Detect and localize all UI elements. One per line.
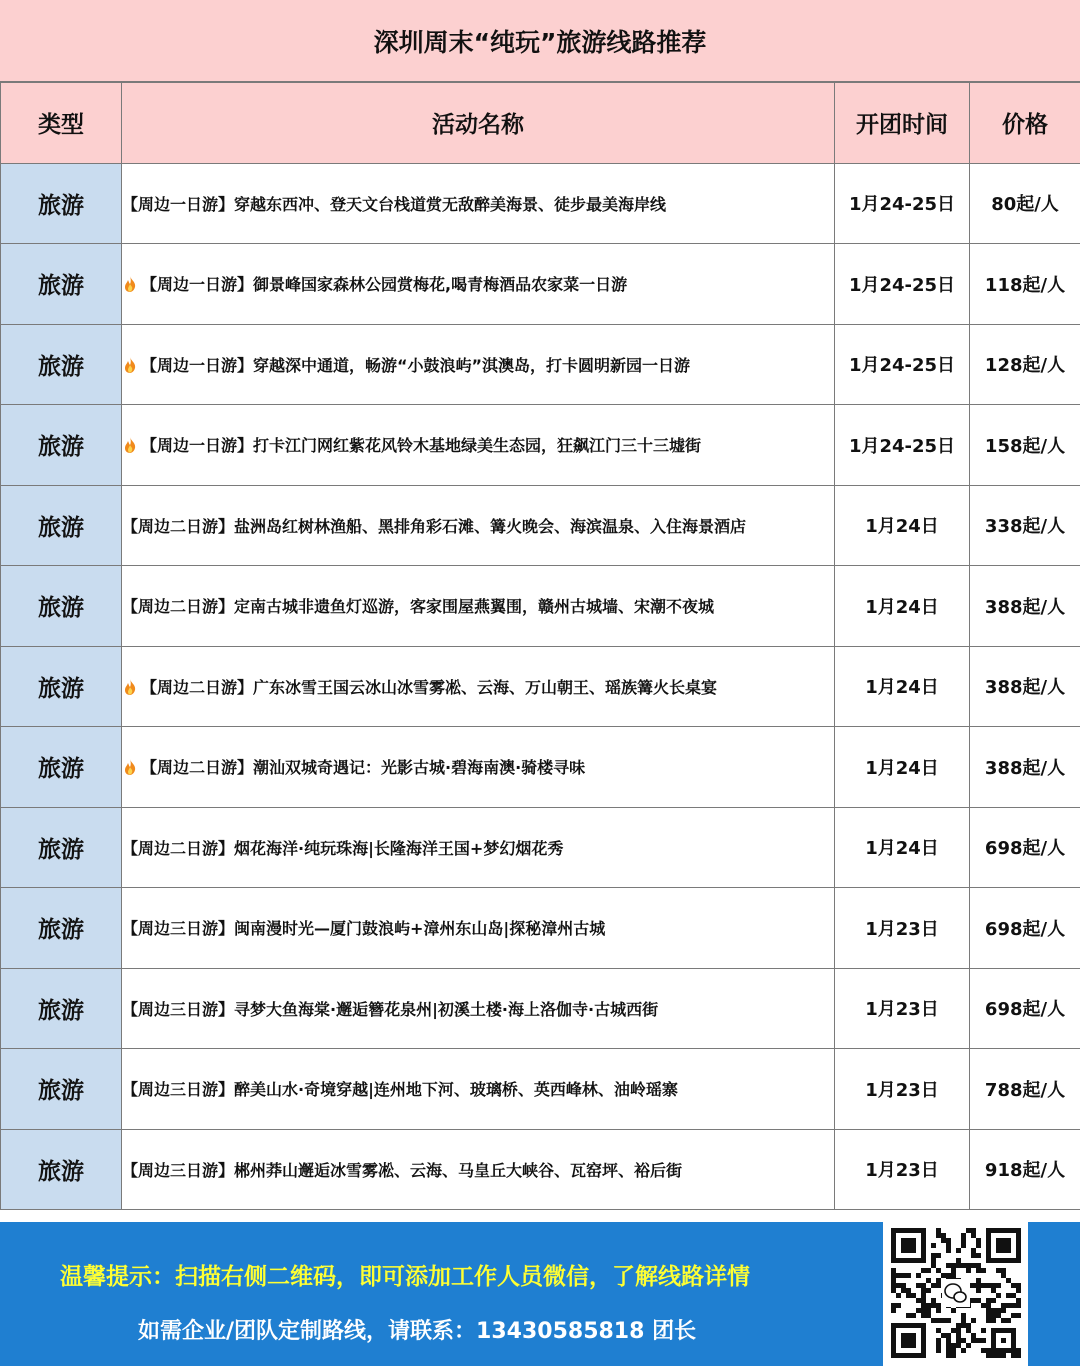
activity-name-cell[interactable] — [122, 888, 835, 969]
price-cell: 338起/人 — [970, 485, 1080, 566]
price-cell: 918起/人 — [970, 1129, 1080, 1210]
date-cell: 1月24-25日 — [835, 163, 970, 244]
activity-name: 【周边一日游】御景峰国家森林公园赏梅花,喝青梅酒品农家菜一日游 — [141, 275, 627, 294]
price-cell: 388起/人 — [970, 566, 1080, 647]
activity-name-cell[interactable] — [122, 324, 835, 405]
table-row[interactable] — [1, 968, 1080, 1049]
activity-name: 【周边一日游】穿越深中通道，畅游“小鼓浪屿”淇澳岛，打卡圆明新园一日游 — [141, 356, 690, 375]
activity-name: 【周边三日游】闽南漫时光—厦门鼓浪屿+漳州东山岛|探秘漳州古城 — [122, 919, 605, 938]
type-cell: 旅游 — [1, 1129, 122, 1210]
date-cell: 1月23日 — [835, 888, 970, 969]
price-cell: 80起/人 — [970, 163, 1080, 244]
table-row[interactable] — [1, 727, 1080, 808]
date-cell: 1月24-25日 — [835, 324, 970, 405]
price-cell: 128起/人 — [970, 324, 1080, 405]
fire-icon — [124, 759, 136, 775]
header-type: 类型 — [1, 83, 122, 164]
activity-name-cell[interactable] — [122, 405, 835, 486]
price-cell: 158起/人 — [970, 405, 1080, 486]
fire-icon — [124, 679, 136, 695]
date-cell: 1月24日 — [835, 807, 970, 888]
activity-name-cell[interactable] — [122, 1129, 835, 1210]
price-cell: 698起/人 — [970, 888, 1080, 969]
type-cell: 旅游 — [1, 1049, 122, 1130]
activity-name: 【周边三日游】寻梦大鱼海棠·邂逅簪花泉州|初溪土楼·海上洛伽寺·古城西街 — [122, 1000, 658, 1019]
price-cell: 388起/人 — [970, 646, 1080, 727]
type-cell: 旅游 — [1, 485, 122, 566]
type-cell: 旅游 — [1, 405, 122, 486]
activity-name: 【周边一日游】打卡江门网红紫花风铃木基地绿美生态园，狂飙江门三十三墟街 — [141, 436, 701, 455]
type-cell: 旅游 — [1, 968, 122, 1049]
price-cell: 698起/人 — [970, 968, 1080, 1049]
route-table — [0, 82, 1080, 1210]
price-cell: 388起/人 — [970, 727, 1080, 808]
price-cell: 788起/人 — [970, 1049, 1080, 1130]
activity-name: 【周边二日游】烟花海洋·纯玩珠海|长隆海洋王国+梦幻烟花秀 — [122, 839, 563, 858]
type-cell: 旅游 — [1, 324, 122, 405]
table-row[interactable] — [1, 163, 1080, 244]
activity-name-cell[interactable] — [122, 968, 835, 1049]
type-cell: 旅游 — [1, 888, 122, 969]
table-body — [1, 163, 1080, 1210]
activity-name: 【周边一日游】穿越东西冲、登天文台栈道赏无敌醉美海景、徒步最美海岸线 — [122, 195, 666, 214]
scan-tip: 温馨提示：扫描右侧二维码，即可添加工作人员微信，了解线路详情 — [60, 1258, 750, 1291]
type-cell: 旅游 — [1, 244, 122, 325]
header-price: 价格 — [970, 83, 1080, 164]
table-row[interactable] — [1, 1049, 1080, 1130]
table-row[interactable] — [1, 566, 1080, 647]
footer-banner — [0, 1222, 1080, 1366]
price-cell: 118起/人 — [970, 244, 1080, 325]
type-cell: 旅游 — [1, 163, 122, 244]
type-cell: 旅游 — [1, 807, 122, 888]
qr-code-icon[interactable] — [883, 1222, 1028, 1366]
table-row[interactable] — [1, 888, 1080, 969]
activity-name-cell[interactable] — [122, 244, 835, 325]
contact-line: 如需企业/团队定制路线，请联系：13430585818 团长 — [138, 1314, 696, 1345]
table-row[interactable] — [1, 324, 1080, 405]
table-row[interactable] — [1, 485, 1080, 566]
date-cell: 1月24日 — [835, 646, 970, 727]
activity-name: 【周边三日游】郴州莽山邂逅冰雪雾凇、云海、马皇丘大峡谷、瓦窑坪、裕后街 — [122, 1161, 682, 1180]
type-cell: 旅游 — [1, 646, 122, 727]
activity-name: 【周边二日游】盐洲岛红树林渔船、黑排角彩石滩、篝火晚会、海滨温泉、入住海景酒店 — [122, 517, 746, 536]
activity-name: 【周边二日游】潮汕双城奇遇记：光影古城·碧海南澳·骑楼寻味 — [141, 758, 585, 777]
activity-name-cell[interactable] — [122, 566, 835, 647]
activity-name-cell[interactable] — [122, 646, 835, 727]
price-cell: 698起/人 — [970, 807, 1080, 888]
page-title: 深圳周末“纯玩”旅游线路推荐 — [0, 0, 1080, 82]
header-date: 开团时间 — [835, 83, 970, 164]
table-row[interactable] — [1, 807, 1080, 888]
fire-icon — [124, 437, 136, 453]
table-row[interactable] — [1, 1129, 1080, 1210]
activity-name-cell[interactable] — [122, 163, 835, 244]
date-cell: 1月24日 — [835, 485, 970, 566]
type-cell: 旅游 — [1, 566, 122, 647]
fire-icon — [124, 357, 136, 373]
table-row[interactable] — [1, 244, 1080, 325]
date-cell: 1月23日 — [835, 968, 970, 1049]
date-cell: 1月24日 — [835, 727, 970, 808]
date-cell: 1月24-25日 — [835, 405, 970, 486]
table-header-row — [1, 83, 1080, 164]
activity-name-cell[interactable] — [122, 727, 835, 808]
date-cell: 1月23日 — [835, 1129, 970, 1210]
activity-name: 【周边二日游】定南古城非遗鱼灯巡游，客家围屋燕翼围，赣州古城墙、宋潮不夜城 — [122, 597, 714, 616]
activity-name-cell[interactable] — [122, 807, 835, 888]
date-cell: 1月23日 — [835, 1049, 970, 1130]
table-row[interactable] — [1, 405, 1080, 486]
date-cell: 1月24日 — [835, 566, 970, 647]
date-cell: 1月24-25日 — [835, 244, 970, 325]
activity-name: 【周边三日游】醉美山水·奇境穿越|连州地下河、玻璃桥、英西峰林、油岭瑶寨 — [122, 1080, 678, 1099]
header-name: 活动名称 — [122, 83, 835, 164]
type-cell: 旅游 — [1, 727, 122, 808]
activity-name-cell[interactable] — [122, 485, 835, 566]
fire-icon — [124, 276, 136, 292]
activity-name: 【周边二日游】广东冰雪王国云冰山冰雪雾凇、云海、万山朝王、瑶族篝火长桌宴 — [141, 678, 717, 697]
activity-name-cell[interactable] — [122, 1049, 835, 1130]
table-row[interactable] — [1, 646, 1080, 727]
